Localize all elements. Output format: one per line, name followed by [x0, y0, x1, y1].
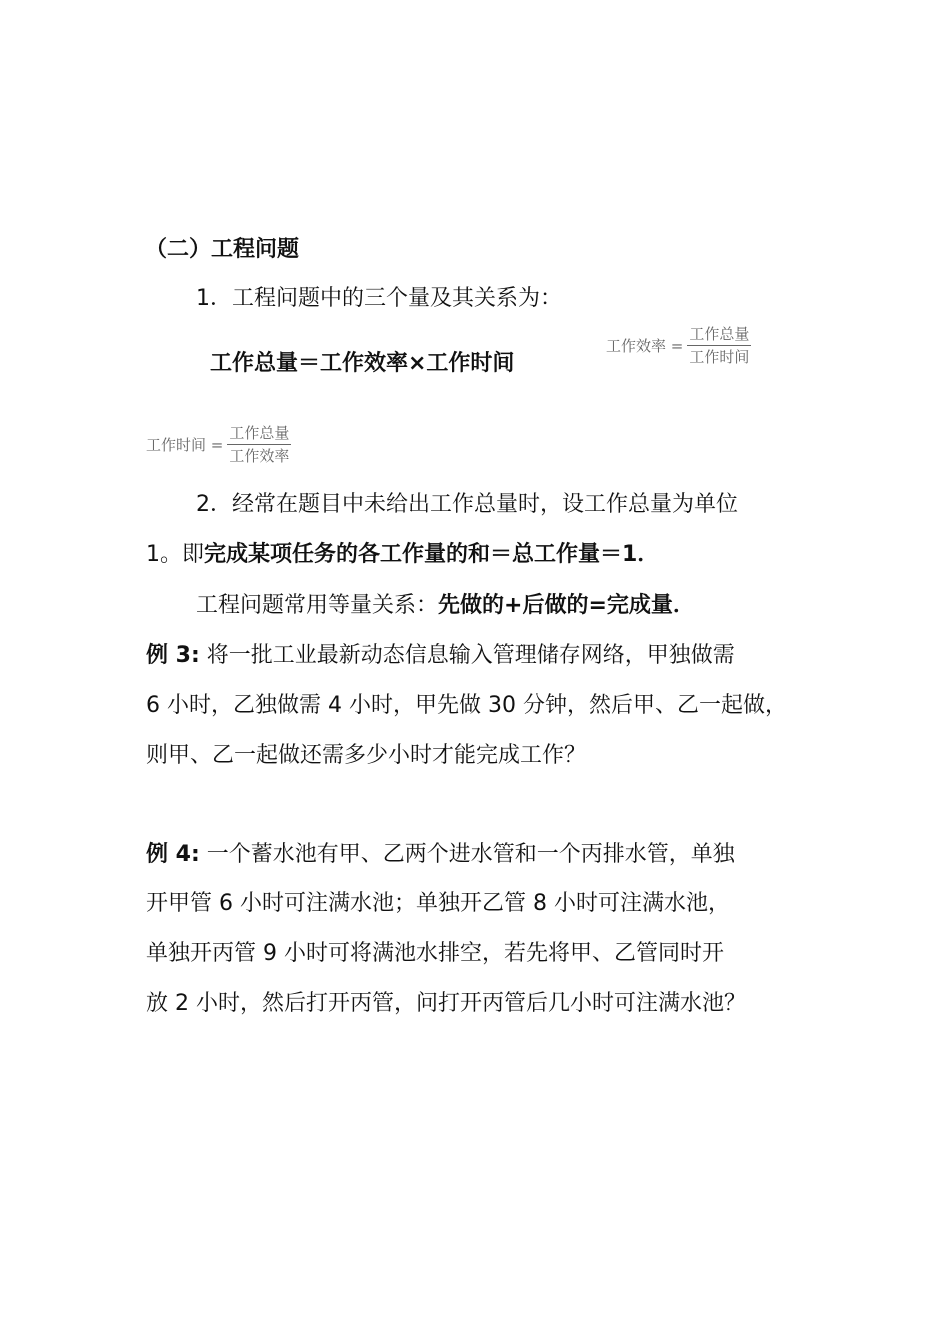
example-4-label: 例 4:: [146, 842, 200, 867]
point-2-line-2-prefix: 1。即: [146, 542, 204, 567]
example-3-text-1: 将一批工业最新动态信息输入管理储存网络，甲独做需: [206, 643, 735, 668]
formula-time: [146, 423, 291, 466]
point-2-line-2: [146, 540, 659, 570]
example-4-line-3: 单独开丙管 9 小时可将满池水排空，若先将甲、乙管同时开: [146, 941, 724, 966]
formula-efficiency-denominator: 工作时间: [689, 348, 750, 366]
relation-bold: 先做的+后做的=完成量．: [438, 593, 695, 618]
formula-main: 工作总量＝工作效率×工作时间: [210, 351, 515, 376]
example-4-line-4: 放 2 小时，然后打开丙管，问打开丙管后几小时可注满水池？: [146, 991, 746, 1016]
section-title: （二）工程问题: [145, 237, 300, 262]
example-4-line-1: [146, 840, 735, 870]
example-3-line-1: [146, 641, 735, 671]
point-2-line-1: 2．经常在题目中未给出工作总量时，设工作总量为单位: [196, 492, 738, 517]
example-4-line-2: 开甲管 6 小时可注满水池；单独开乙管 8 小时可注满水池，: [146, 891, 730, 916]
formula-time-numerator: 工作总量: [227, 423, 291, 445]
formula-efficiency: [606, 324, 751, 367]
relation-prefix: 工程问题常用等量关系：: [196, 593, 439, 618]
formula-time-lhs: 工作时间 =: [146, 436, 224, 454]
formula-efficiency-lhs: 工作效率 =: [606, 337, 684, 355]
formula-efficiency-numerator: 工作总量: [687, 324, 751, 346]
example-3-line-2: 6 小时，乙独做需 4 小时，甲先做 30 分钟，然后甲、乙一起做，: [146, 693, 787, 718]
example-4-text-1: 一个蓄水池有甲、乙两个进水管和一个丙排水管，单独: [206, 842, 735, 867]
example-3-line-3: 则甲、乙一起做还需多少小时才能完成工作？: [146, 743, 587, 768]
point-1-text: 1．工程问题中的三个量及其关系为：: [196, 286, 562, 311]
formula-time-fraction: [227, 423, 291, 466]
formula-time-denominator: 工作效率: [229, 447, 290, 465]
relation-line: [196, 591, 695, 621]
formula-efficiency-fraction: [687, 324, 751, 367]
example-3-label: 例 3:: [146, 643, 200, 668]
point-2-line-2-bold: 完成某项任务的各工作量的和＝总工作量＝1．: [204, 542, 660, 567]
